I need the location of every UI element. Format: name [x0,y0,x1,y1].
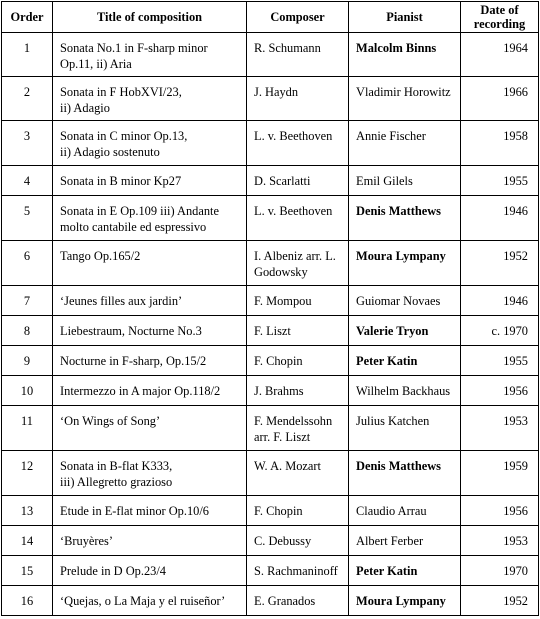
cell-title [53,526,247,556]
cell-order [2,496,53,526]
date-text: 1953 [503,414,528,428]
cell-pianist [349,166,461,196]
cell-composer [247,406,349,451]
cell-composer [247,316,349,346]
cell-composer [247,496,349,526]
cell-composer [247,196,349,241]
pianist-text: Denis Matthews [356,204,442,218]
table-row [2,316,539,346]
table-row [2,526,539,556]
pianist-text: Wilhelm Backhaus [356,384,451,398]
cell-title [53,33,247,77]
composer-line1: J. Haydn [254,85,299,99]
composer-line1: L. v. Beethoven [254,204,333,218]
date-text: 1956 [503,384,528,398]
date-text: 1952 [503,249,528,263]
cell-title [53,451,247,496]
composer-line2: Godowsky [254,265,308,279]
cell-pianist [349,346,461,376]
cell-title [53,586,247,616]
cell-title [53,376,247,406]
order-text: 15 [20,564,34,578]
cell-date [461,586,539,616]
cell-pianist [349,586,461,616]
cell-composer [247,451,349,496]
date-text: 1953 [503,534,528,548]
table-row [2,166,539,196]
cell-composer [247,77,349,121]
cell-date [461,496,539,526]
cell-date [461,241,539,286]
title-line2: molto cantabile ed espressivo [60,220,207,234]
cell-title [53,496,247,526]
pianist-text: Moura Lympany [356,249,446,263]
pianist-text: Vladimir Horowitz [356,85,451,99]
title-line1: ‘Bruyères’ [60,534,113,548]
title-line2: ii) Adagio [60,101,110,115]
cell-order [2,526,53,556]
cell-pianist [349,33,461,77]
cell-pianist [349,496,461,526]
pianist-text: Julius Katchen [356,414,430,428]
composer-line1: F. Mompou [254,294,312,308]
composer-line1: F. Chopin [254,504,303,518]
header-pianist: Pianist [349,2,461,33]
cell-title [53,556,247,586]
table-row [2,286,539,316]
cell-order [2,241,53,286]
order-text: 6 [23,249,31,263]
pianist-text: Albert Ferber [356,534,424,548]
order-text: 1 [23,41,31,55]
date-text: 1958 [503,129,528,143]
cell-date [461,33,539,77]
pianist-text: Claudio Arrau [356,504,427,518]
cell-date [461,346,539,376]
cell-order [2,196,53,241]
composer-line1: S. Rachmaninoff [254,564,338,578]
cell-date [461,376,539,406]
cell-title [53,316,247,346]
order-text: 7 [23,294,31,308]
table-row [2,241,539,286]
cell-date [461,77,539,121]
header-date-line2: recording [473,17,526,31]
date-text: 1970 [503,564,528,578]
cell-order [2,77,53,121]
cell-title [53,241,247,286]
order-text: 10 [20,384,34,398]
cell-pianist [349,406,461,451]
table-row [2,556,539,586]
date-text: 1956 [503,504,528,518]
pianist-text: Emil Gilels [356,174,413,188]
cell-composer [247,241,349,286]
cell-date [461,196,539,241]
cell-title [53,346,247,376]
cell-pianist [349,77,461,121]
cell-pianist [349,286,461,316]
cell-order [2,166,53,196]
table-row [2,121,539,166]
order-text: 16 [20,594,34,608]
header-date [461,2,539,33]
date-text: 1966 [503,85,528,99]
cell-order [2,33,53,77]
table-row [2,586,539,616]
pianist-text: Moura Lympany [356,594,446,608]
composer-line1: F. Chopin [254,354,303,368]
table-row [2,33,539,77]
order-text: 3 [23,129,31,143]
composer-line1: R. Schumann [254,41,321,55]
cell-order [2,556,53,586]
order-text: 14 [20,534,34,548]
order-text: 5 [23,204,31,218]
cell-order [2,346,53,376]
composer-line1: C. Debussy [254,534,312,548]
cell-title [53,286,247,316]
composer-line1: D. Scarlatti [254,174,311,188]
cell-composer [247,346,349,376]
cell-composer [247,286,349,316]
title-line1: ‘Quejas, o La Maja y el ruiseñor’ [60,594,226,608]
composer-line1: L. v. Beethoven [254,129,333,143]
cell-composer [247,33,349,77]
pianist-text: Guiomar Novaes [356,294,441,308]
order-text: 12 [20,459,34,473]
title-line1: Sonata in B minor Kp27 [60,174,182,188]
table-row [2,451,539,496]
composer-line1: I. Albeniz arr. L. [254,249,336,263]
cell-composer [247,166,349,196]
cell-order [2,451,53,496]
composer-line1: E. Granados [254,594,316,608]
date-text: c. 1970 [491,324,528,338]
cell-order [2,286,53,316]
cell-title [53,121,247,166]
cell-date [461,286,539,316]
cell-composer [247,526,349,556]
date-text: 1959 [503,459,528,473]
cell-pianist [349,121,461,166]
title-line2: ii) Adagio sostenuto [60,145,160,159]
cell-date [461,556,539,586]
cell-pianist [349,316,461,346]
cell-pianist [349,241,461,286]
cell-composer [247,556,349,586]
title-line1: ‘Jeunes filles aux jardin’ [60,294,183,308]
table-body [2,33,539,616]
order-text: 8 [23,324,31,338]
date-text: 1952 [503,594,528,608]
date-text: 1946 [503,204,528,218]
composer-line2: arr. F. Liszt [254,430,311,444]
title-line1: ‘On Wings of Song’ [60,414,161,428]
header-row [2,2,539,33]
title-line1: Etude in E-flat minor Op.10/6 [60,504,210,518]
header-order: Order [2,2,53,33]
header-composer: Composer [247,2,349,33]
date-text: 1955 [503,354,528,368]
table-row [2,406,539,451]
table-row [2,77,539,121]
cell-pianist [349,556,461,586]
pianist-text: Peter Katin [356,354,418,368]
date-text: 1946 [503,294,528,308]
recordings-table [1,1,539,616]
order-text: 13 [20,504,34,518]
cell-title [53,196,247,241]
order-text: 4 [23,174,31,188]
pianist-text: Denis Matthews [356,459,442,473]
cell-date [461,451,539,496]
cell-pianist [349,451,461,496]
title-line1: Sonata in E Op.109 iii) Andante [60,204,219,218]
cell-pianist [349,196,461,241]
title-line1: Tango Op.165/2 [60,249,141,263]
date-text: 1964 [503,41,528,55]
composer-line1: W. A. Mozart [254,459,321,473]
cell-date [461,166,539,196]
composer-line1: F. Mendelssohn [254,414,333,428]
cell-date [461,316,539,346]
composer-line1: J. Brahms [254,384,304,398]
order-text: 11 [21,414,33,428]
title-line1: Sonata in F HobXVI/23, [60,85,182,99]
title-line1: Liebestraum, Nocturne No.3 [60,324,202,338]
cell-composer [247,376,349,406]
cell-composer [247,121,349,166]
cell-composer [247,586,349,616]
order-text: 2 [23,85,31,99]
title-line1: Sonata in C minor Op.13, [60,129,188,143]
cell-order [2,406,53,451]
pianist-text: Malcolm Binns [356,41,437,55]
cell-pianist [349,376,461,406]
pianist-text: Valerie Tryon [356,324,429,338]
cell-order [2,121,53,166]
title-line1: Intermezzo in A major Op.118/2 [60,384,221,398]
header-date-line1: Date of [480,3,519,17]
header-title: Title of composition [53,2,247,33]
cell-order [2,316,53,346]
cell-pianist [349,526,461,556]
cell-title [53,77,247,121]
title-line1: Sonata in B-flat K333, [60,459,173,473]
cell-title [53,166,247,196]
order-text: 9 [23,354,31,368]
table-row [2,376,539,406]
composer-line1: F. Liszt [254,324,291,338]
cell-date [461,406,539,451]
title-line1: Prelude in D Op.23/4 [60,564,166,578]
table-row [2,346,539,376]
pianist-text: Peter Katin [356,564,418,578]
table-row [2,496,539,526]
cell-date [461,526,539,556]
cell-order [2,586,53,616]
cell-title [53,406,247,451]
cell-order [2,376,53,406]
title-line1: Sonata No.1 in F-sharp minor [60,41,208,55]
table-row [2,196,539,241]
title-line1: Nocturne in F-sharp, Op.15/2 [60,354,207,368]
date-text: 1955 [503,174,528,188]
title-line2: iii) Allegretto grazioso [60,475,173,489]
cell-date [461,121,539,166]
title-line2: Op.11, ii) Aria [60,57,132,71]
pianist-text: Annie Fischer [356,129,426,143]
